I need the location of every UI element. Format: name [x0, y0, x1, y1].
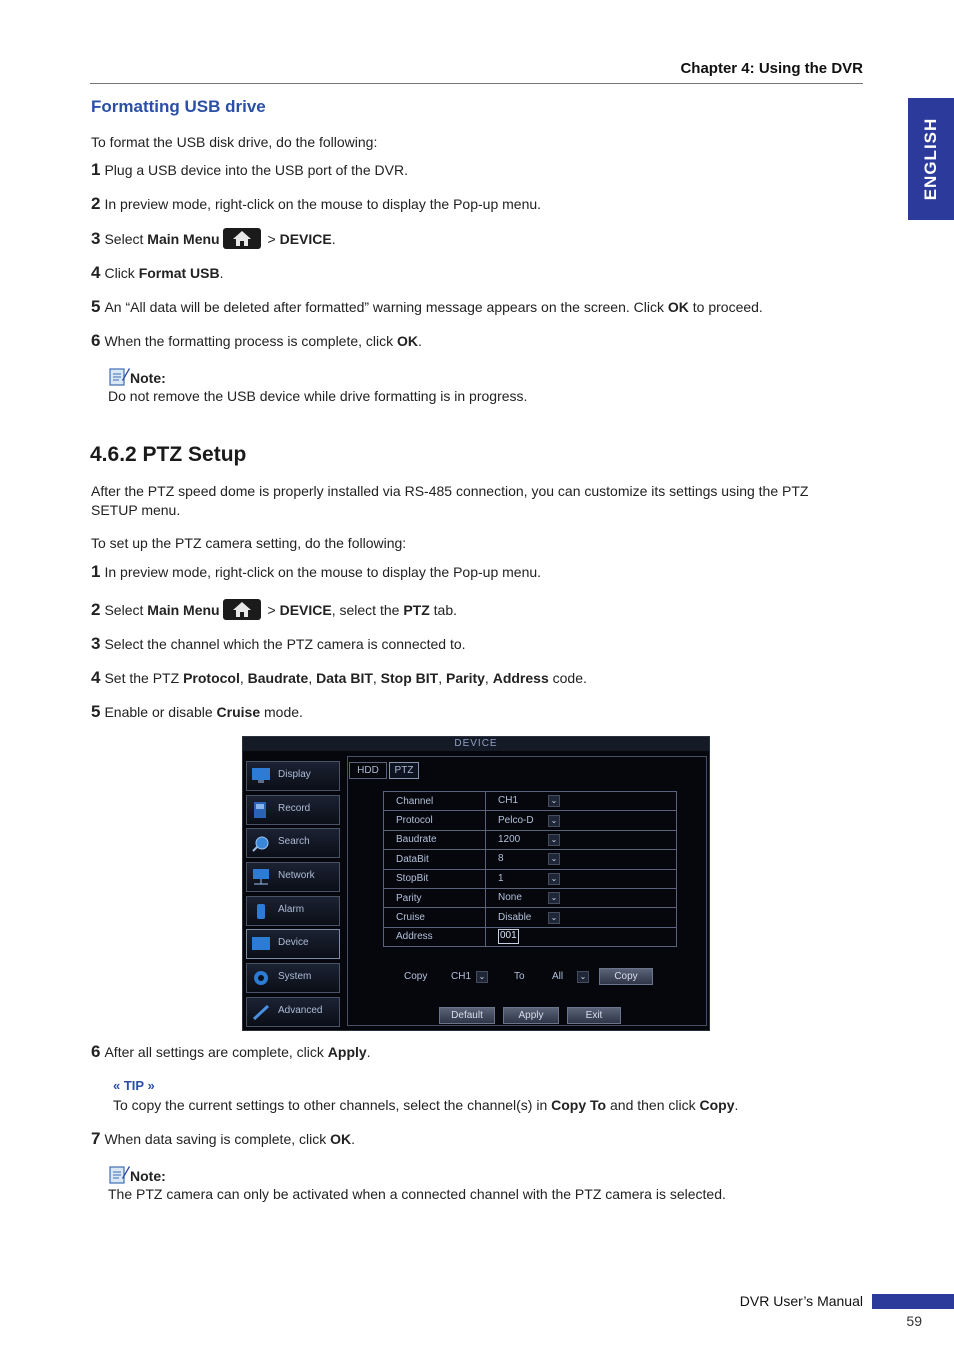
page-number: 59 — [906, 1313, 922, 1329]
search-icon — [251, 834, 271, 852]
ptz-step-1: 1 In preview mode, right-click on the mouse to display the Pop-up menu. — [91, 562, 542, 581]
alarm-icon — [251, 902, 271, 920]
apply-button[interactable]: Apply — [503, 1007, 559, 1024]
chapter-header: Chapter 4: Using the DVR — [680, 60, 863, 77]
usb-note-label: Note: — [130, 370, 166, 386]
chevron-down-icon: ⌄ — [548, 873, 560, 885]
ptz-step-5: 5 Enable or disable Cruise mode. — [91, 702, 303, 721]
copy-button[interactable]: Copy — [599, 968, 653, 985]
usb-heading: Formatting USB drive — [91, 97, 266, 116]
ptz-note-label: Note: — [130, 1168, 166, 1184]
ptz-heading: 4.6.2 PTZ Setup — [90, 443, 247, 466]
table-row: Protocol Pelco-D ⌄ — [384, 811, 677, 830]
copy-to-label: To — [514, 971, 525, 982]
dvr-ptz-settings-table — [383, 791, 677, 947]
footer-manual-title: DVR User’s Manual — [739, 1293, 863, 1309]
ptz-step-3: 3 Select the channel which the PTZ camera is connected to. — [91, 634, 466, 653]
dvr-menu-record[interactable]: Record — [246, 795, 340, 825]
dvr-side-menu — [246, 761, 342, 1031]
table-row: Address 001 — [384, 927, 677, 946]
exit-button[interactable]: Exit — [567, 1007, 621, 1024]
usb-step-1: 1 Plug a USB device into the USB port of the DVR. — [91, 160, 408, 179]
gear-icon — [251, 969, 271, 987]
device-icon — [251, 935, 271, 953]
dvr-menu-alarm[interactable]: Alarm — [246, 896, 340, 926]
dvr-title: DEVICE — [243, 737, 709, 751]
table-row: DataBit 8 ⌄ — [384, 850, 677, 869]
table-row: Cruise Disable ⌄ — [384, 908, 677, 927]
dvr-menu-system[interactable]: System — [246, 963, 340, 993]
chevron-down-icon: ⌄ — [548, 834, 560, 846]
table-row: Parity None ⌄ — [384, 888, 677, 907]
ptz-step-6: 6 After all settings are complete, click Apply. — [91, 1042, 371, 1061]
copy-to-select[interactable]: All — [552, 971, 564, 982]
dvr-device-screenshot — [242, 736, 710, 1031]
table-row: Baudrate 1200 ⌄ — [384, 830, 677, 849]
home-icon — [223, 228, 261, 249]
dvr-menu-display[interactable]: Display — [246, 761, 340, 791]
language-tab — [908, 98, 954, 220]
usb-note — [108, 366, 527, 404]
table-row: Channel CH1 ⌄ — [384, 792, 677, 811]
ptz-para-1: After the PTZ speed dome is properly installed via RS-485 connection, you can customize its settings using the PTZ SETUP menu. — [91, 483, 809, 518]
dvr-menu-network[interactable]: Network — [246, 862, 340, 892]
dvr-menu-advanced[interactable]: Advanced — [246, 997, 340, 1027]
default-button[interactable]: Default — [439, 1007, 495, 1024]
ptz-step-4: 4 Set the PTZ Protocol, Baudrate, Data BIT, Stop BIT, Parity, Address code. — [91, 668, 587, 687]
copy-from-select[interactable]: CH1 — [451, 971, 472, 982]
address-input[interactable]: 001 — [498, 929, 519, 944]
ptz-note-text: The PTZ camera can only be activated when a connected channel with the PTZ camera is selected. — [108, 1186, 726, 1202]
ptz-note — [108, 1164, 726, 1202]
ptz-para-2: To set up the PTZ camera setting, do the following: — [91, 535, 407, 551]
note-icon — [108, 366, 130, 386]
dvr-tab-ptz[interactable]: PTZ — [389, 762, 419, 779]
dvr-menu-device[interactable]: Device — [246, 929, 340, 959]
tip-label: « TIP » — [113, 1078, 155, 1093]
chevron-down-icon[interactable]: ⌄ — [577, 971, 589, 983]
film-icon — [251, 801, 271, 819]
network-icon — [251, 868, 271, 886]
chevron-down-icon[interactable]: ⌄ — [476, 971, 488, 983]
ptz-step-7: 7 When data saving is complete, click OK. — [91, 1129, 356, 1148]
usb-note-text: Do not remove the USB device while drive formatting is in progress. — [108, 388, 528, 404]
monitor-icon — [251, 767, 271, 785]
usb-step-4: 4 Click Format USB. — [91, 263, 224, 282]
note-icon — [108, 1164, 130, 1184]
usb-step-3: 3 Select Main Menu > DEVICE. — [91, 229, 336, 248]
usb-step-2: 2 In preview mode, right-click on the mouse to display the Pop-up menu. — [91, 194, 542, 213]
home-icon — [223, 599, 261, 620]
footer-bar — [872, 1294, 954, 1309]
table-row: StopBit 1 ⌄ — [384, 869, 677, 888]
copy-label: Copy — [404, 971, 428, 982]
chevron-down-icon: ⌄ — [548, 815, 560, 827]
dvr-menu-search[interactable]: Search — [246, 828, 340, 858]
tip-text: To copy the current settings to other channels, select the channel(s) in Copy To and then click Copy. — [113, 1097, 739, 1113]
usb-step-6: 6 When the formatting process is complete, click OK. — [91, 331, 422, 350]
header-rule — [90, 83, 863, 84]
usb-step-5: 5 An “All data will be deleted after formatted” warning message appears on the screen. Click OK to proceed. — [91, 297, 763, 316]
dvr-tab-hdd[interactable]: HDD — [349, 762, 387, 779]
chevron-down-icon: ⌄ — [548, 912, 560, 924]
chevron-down-icon: ⌄ — [548, 892, 560, 904]
chevron-down-icon: ⌄ — [548, 853, 560, 865]
language-tab-label: ENGLISH — [921, 117, 940, 201]
wrench-icon — [251, 1003, 271, 1021]
chevron-down-icon: ⌄ — [548, 795, 560, 807]
ptz-step-2: 2 Select Main Menu > DEVICE, select the PTZ tab. — [91, 600, 458, 619]
usb-intro: To format the USB disk drive, do the following: — [91, 134, 378, 150]
